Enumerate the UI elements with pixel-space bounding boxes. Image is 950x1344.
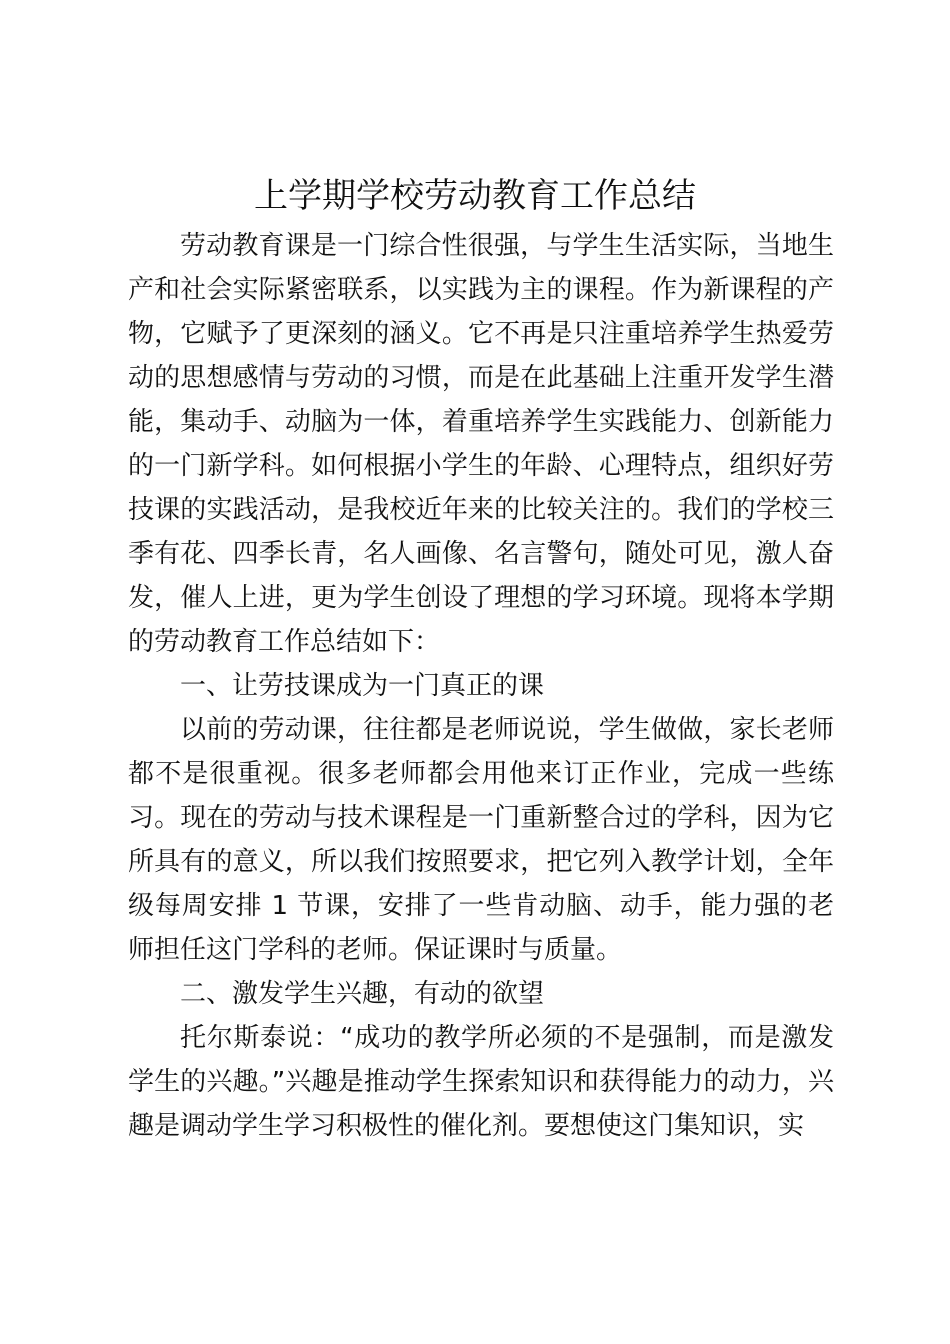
paragraph-intro: 劳动教育课是一门综合性很强，与学生生活实际，当地生产和社会实际紧密联系，以实践为主的课程。作为新课程的产物，它赋予了更深刻的涵义。它不再是只注重培养学生热爱劳动的思想感情与劳动的习惯，而是在此基础上注重开发学生潜能，集动手、动脑为一体，着重培养学生实践能力、创新能力的一门新学科。如何根据小学生的年龄、心理特点，组织好劳技课的实践活动，是我校近年来的比较关注的。我们的学校三季有花、四季长青，名人画像、名言警句，随处可见，激人奋发，催人上进，更为学生创设了理想的学习环境。现将本学期的劳动教育工作总结如下： xyxy=(128,231,834,657)
section-heading-1: 一、让劳技课成为一门真正的课 xyxy=(180,671,545,701)
document-title: 上学期学校劳动教育工作总结 xyxy=(254,176,696,216)
document-body xyxy=(128,224,834,1148)
paragraph-section-2: 托尔斯泰说：“成功的教学所必须的不是强制，而是激发学生的兴趣。”兴趣是推动学生探索知识和获得能力的动力，兴趣是调动学生学习积极性的催化剂。要想使这门集知识，实 xyxy=(128,1023,834,1141)
paragraph-section-1: 以前的劳动课，往往都是老师说说，学生做做，家长老师都不是很重视。很多老师都会用他来订正作业，完成一些练习。现在的劳动与技术课程是一门重新整合过的学科，因为它所具有的意义，所以我们按照要求，把它列入教学计划，全年级每周安排 1 节课，安排了一些肯动脑、动手，能力强的老师担任这门学科的老师。保证课时与质量。 xyxy=(128,715,834,965)
section-heading-2: 二、激发学生兴趣，有动的欲望 xyxy=(180,979,545,1009)
